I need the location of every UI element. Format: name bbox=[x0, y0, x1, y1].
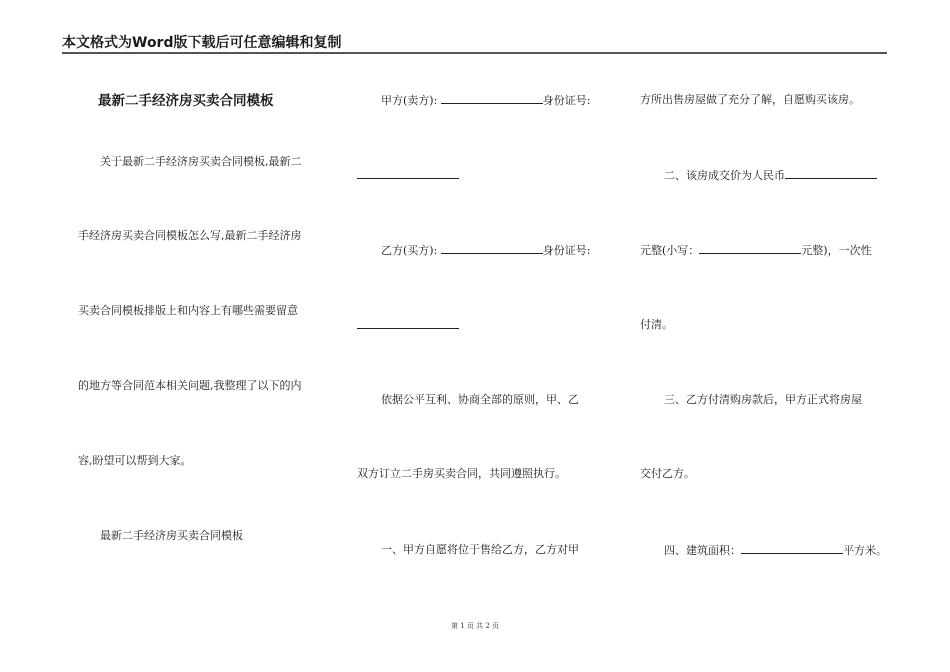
section-heading: 最新二手经济房买卖合同模板 bbox=[100, 529, 243, 542]
buyer-line bbox=[381, 243, 591, 258]
price-small-suffix: 元整)，一次性 bbox=[801, 244, 872, 257]
paragraph-line: 付清。 bbox=[640, 318, 673, 331]
paragraph-line: 买卖合同模板排版上和内容上有哪些需要留意 bbox=[78, 304, 298, 317]
area-suffix: 平方米。 bbox=[843, 544, 887, 557]
document-header: 本文格式为Word版下载后可任意编辑和复制 bbox=[62, 35, 342, 51]
price-small-line bbox=[640, 243, 872, 258]
paragraph-line: 关于最新二手经济房买卖合同模板,最新二 bbox=[100, 155, 302, 168]
seller-id-label: 身份证号: bbox=[542, 94, 591, 107]
paragraph-line: 一、甲方自愿将位于售给乙方，乙方对甲 bbox=[381, 543, 579, 556]
seller-name-blank bbox=[441, 93, 543, 104]
buyer-name-blank bbox=[441, 243, 543, 254]
header-rule bbox=[62, 52, 887, 54]
price-line bbox=[664, 168, 877, 183]
seller-label: 甲方(卖方): bbox=[381, 94, 438, 107]
area-line bbox=[664, 543, 887, 558]
buyer-id-line bbox=[357, 318, 459, 333]
seller-id-line bbox=[357, 168, 459, 183]
price-blank bbox=[785, 168, 877, 179]
paragraph-line: 手经济房买卖合同模板怎么写,最新二手经济房 bbox=[78, 229, 302, 242]
page-footer: 第 1 页 共 2 页 bbox=[450, 622, 500, 630]
paragraph-line: 的地方等合同范本相关问题,我整理了以下的内 bbox=[78, 379, 302, 392]
buyer-label: 乙方(买方): bbox=[381, 244, 438, 257]
buyer-id-label: 身份证号: bbox=[542, 244, 591, 257]
paragraph-line: 容,盼望可以帮到大家。 bbox=[78, 454, 192, 467]
seller-id-blank bbox=[357, 168, 459, 179]
area-blank bbox=[741, 543, 843, 554]
buyer-id-blank bbox=[357, 318, 459, 329]
paragraph-line: 依据公平互利、协商全部的原则，甲、乙 bbox=[381, 393, 579, 406]
document-title: 最新二手经济房买卖合同模板 bbox=[98, 93, 274, 109]
paragraph-line: 方所出售房屋做了充分了解，自愿购买该房。 bbox=[640, 93, 860, 106]
price-small-blank bbox=[699, 243, 801, 254]
seller-line bbox=[381, 93, 591, 108]
price-small-prefix: 元整(小写： bbox=[640, 244, 700, 257]
paragraph-line: 双方订立二手房买卖合同，共同遵照执行。 bbox=[357, 467, 566, 480]
paragraph-line: 三、乙方付清购房款后，甲方正式将房屋 bbox=[664, 393, 862, 406]
paragraph-line: 交付乙方。 bbox=[640, 467, 695, 480]
price-label: 二、该房成交价为人民币 bbox=[664, 169, 785, 182]
area-prefix: 四、建筑面积： bbox=[664, 544, 741, 557]
